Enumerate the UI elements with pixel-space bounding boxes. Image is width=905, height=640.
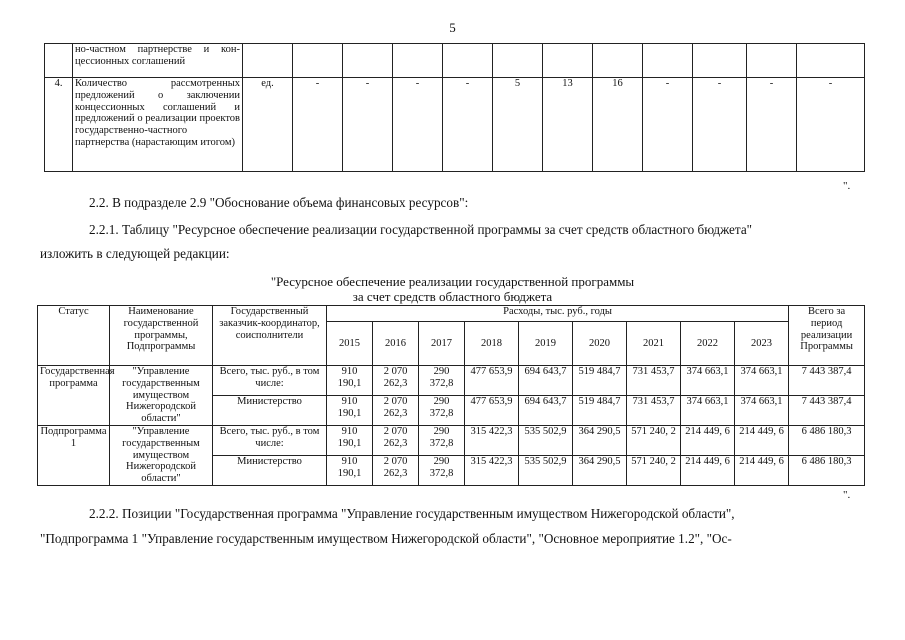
paragraph: 2.2. В подразделе 2.9 "Обоснование объема финансовых ресурсов": — [89, 195, 469, 210]
expense-value-cell: 519 484,7 — [573, 396, 627, 426]
expense-value-cell: 2 070 262,3 — [373, 366, 419, 396]
expense-value-cell: 731 453,7 — [627, 396, 681, 426]
year-header: 2023 — [735, 322, 789, 366]
expense-value-cell: 910 190,1 — [327, 366, 373, 396]
expense-value-cell: 694 643,7 — [519, 396, 573, 426]
expense-value-cell: 214 449, 6 — [735, 456, 789, 486]
expense-value-cell: 910 190,1 — [327, 426, 373, 456]
table-title: за счет средств областного бюджета — [352, 289, 553, 304]
paragraph: изложить в следующей редакции: — [40, 246, 230, 261]
expense-value-cell: 519 484,7 — [573, 366, 627, 396]
expense-value-cell: 374 663,1 — [681, 396, 735, 426]
total-value-cell: 7 443 387,4 — [789, 366, 865, 396]
paragraph: 2.2.2. Позиции "Государственная программа "Управление государственным имуществом Нижегородской области", — [89, 506, 735, 521]
customer-cell: Министерство — [213, 456, 327, 486]
customer-cell: Всего, тыс. руб., в том числе: — [213, 366, 327, 396]
indicator-name: Количество рассмотренных предложений о заключении концессионных соглашений и предложений о реализации проектов государственно-частного партнерства (нарастающим итогом) — [73, 78, 243, 172]
expense-value-cell: 315 422,3 — [465, 456, 519, 486]
expense-value-cell: 214 449, 6 — [681, 456, 735, 486]
program-name-cell: "Управление государственным имуществом Нижегородской области" — [110, 366, 213, 426]
status-header: Статус — [38, 306, 110, 366]
table-row — [38, 366, 865, 396]
table-header-row — [38, 306, 865, 322]
expenses-header: Расходы, тыс. руб., годы — [327, 306, 789, 322]
customer-cell: Всего, тыс. руб., в том числе: — [213, 426, 327, 456]
expense-value-cell: 2 070 262,3 — [373, 456, 419, 486]
expense-value-cell: 2 070 262,3 — [373, 396, 419, 426]
year-header: 2022 — [681, 322, 735, 366]
expense-value-cell: 571 240, 2 — [627, 456, 681, 486]
value-cell: - — [343, 78, 393, 172]
status-cell: Государственная программа — [38, 366, 110, 426]
expense-value-cell: 290 372,8 — [419, 396, 465, 426]
expense-value-cell: 374 663,1 — [735, 366, 789, 396]
expense-value-cell: 535 502,9 — [519, 426, 573, 456]
closing-quote: ". — [843, 180, 851, 192]
expense-value-cell: 477 653,9 — [465, 366, 519, 396]
expense-value-cell: 364 290,5 — [573, 426, 627, 456]
expense-value-cell: 2 070 262,3 — [373, 426, 419, 456]
expense-value-cell: 694 643,7 — [519, 366, 573, 396]
year-header: 2018 — [465, 322, 519, 366]
year-header: 2021 — [627, 322, 681, 366]
value-cell: - — [293, 78, 343, 172]
table-row — [45, 44, 865, 78]
value-cell: - — [693, 78, 747, 172]
year-header: 2019 — [519, 322, 573, 366]
expense-value-cell: 477 653,9 — [465, 396, 519, 426]
expense-value-cell: 374 663,1 — [735, 396, 789, 426]
table-title: "Ресурсное обеспечение реализации государственной программы — [270, 274, 635, 289]
total-value-cell: 6 486 180,3 — [789, 456, 865, 486]
expense-value-cell: 374 663,1 — [681, 366, 735, 396]
expense-value-cell: 910 190,1 — [327, 456, 373, 486]
indicators-table — [44, 43, 865, 172]
value-cell: - — [643, 78, 693, 172]
customer-cell: Министерство — [213, 396, 327, 426]
table-row — [38, 426, 865, 456]
unit-cell: ед. — [243, 78, 293, 172]
value-cell: - — [797, 78, 865, 172]
year-header: 2016 — [373, 322, 419, 366]
expense-value-cell: 290 372,8 — [419, 426, 465, 456]
closing-quote: ". — [843, 489, 851, 501]
paragraph: 2.2.1. Таблицу "Ресурсное обеспечение реализации государственной программы за счет средств областного бюджета" — [89, 222, 753, 237]
expense-value-cell: 290 372,8 — [419, 456, 465, 486]
program-name-cell: "Управление государственным имуществом Нижегородской области" — [110, 426, 213, 486]
year-header: 2015 — [327, 322, 373, 366]
expense-value-cell: 290 372,8 — [419, 366, 465, 396]
indicator-name: но-частном партнерстве и кон-цессионных соглашений — [73, 44, 243, 78]
expense-value-cell: 535 502,9 — [519, 456, 573, 486]
expense-value-cell: 910 190,1 — [327, 396, 373, 426]
total-value-cell: 7 443 387,4 — [789, 396, 865, 426]
status-cell: Подпрограмма 1 — [38, 426, 110, 486]
value-cell: - — [393, 78, 443, 172]
customer-header: Государственный заказчик-координатор, соисполнители — [213, 306, 327, 366]
value-cell: - — [443, 78, 493, 172]
row-number: 4. — [45, 78, 73, 172]
total-value-cell: 6 486 180,3 — [789, 426, 865, 456]
page-number: 5 — [449, 20, 456, 35]
expense-value-cell: 364 290,5 — [573, 456, 627, 486]
value-cell: 13 — [543, 78, 593, 172]
value-cell: 16 — [593, 78, 643, 172]
expense-value-cell: 214 449, 6 — [681, 426, 735, 456]
year-header: 2017 — [419, 322, 465, 366]
total-header: Всего за период реализации Программы — [789, 306, 865, 366]
program-name-header: Наименование государственной программы, Подпрограммы — [110, 306, 213, 366]
expense-value-cell: 214 449, 6 — [735, 426, 789, 456]
value-cell: - — [747, 78, 797, 172]
expense-value-cell: 315 422,3 — [465, 426, 519, 456]
paragraph: "Подпрограмма 1 "Управление государственным имуществом Нижегородской области", "Основное мероприятие 1.2", "Ос- — [40, 531, 732, 546]
year-header: 2020 — [573, 322, 627, 366]
value-cell: 5 — [493, 78, 543, 172]
table-row — [45, 78, 865, 172]
expense-value-cell: 731 453,7 — [627, 366, 681, 396]
expense-value-cell: 571 240, 2 — [627, 426, 681, 456]
resources-table — [37, 305, 865, 486]
